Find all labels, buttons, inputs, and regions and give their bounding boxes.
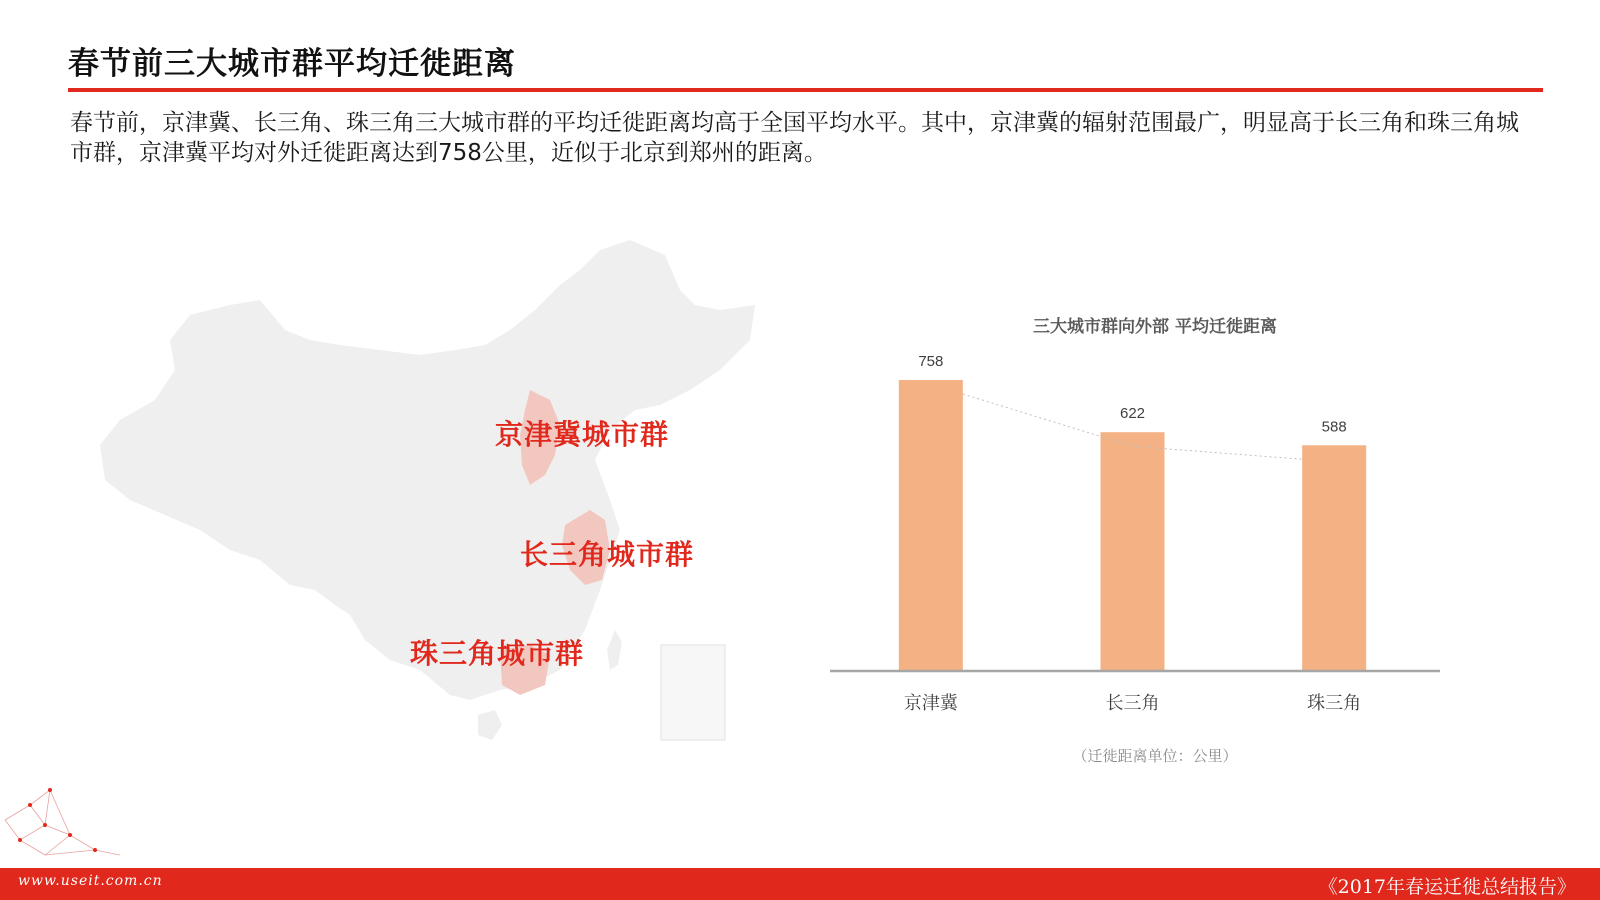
footer-report-title: 《2017年春运迁徙总结报告》 (1318, 876, 1576, 898)
x-tick-label: 京津冀 (903, 693, 958, 714)
title-divider (68, 88, 1543, 92)
bar-3 (1302, 445, 1366, 671)
label-zhusanjiao: 珠三角城市群 (410, 637, 585, 670)
china-map (90, 230, 790, 770)
label-jingjinji: 京津冀城市群 (495, 418, 670, 451)
china-map-graphic (90, 230, 790, 770)
south-china-sea-inset (661, 645, 725, 740)
china-landmass (100, 240, 755, 700)
bar-chart (830, 300, 1480, 790)
x-tick-label: 珠三角 (1307, 693, 1362, 714)
chart-plot (830, 300, 1480, 740)
chart-title: 三大城市群向外部 平均迁徙距离 (1033, 317, 1277, 337)
page-description: 春节前，京津冀、长三角、珠三角三大城市群的平均迁徙距离均高于全国平均水平。其中，京津冀的辐射范围最广，明显高于长三角和珠三角城市群，京津冀平均对外迁徙距离达到758公里，近似于北京到郑州的距离。 (70, 110, 1519, 166)
bar-2 (1101, 432, 1165, 671)
bar-1 (899, 380, 963, 671)
taiwan-island (607, 630, 622, 670)
bar-value-label: 588 (1321, 418, 1347, 436)
bar-value-label: 622 (1119, 405, 1146, 423)
network-decoration (0, 780, 150, 870)
x-tick-label: 长三角 (1105, 693, 1160, 714)
label-changsanjiao: 长三角城市群 (520, 538, 695, 571)
chart-unit-note: （迁徙距离单位：公里） (1072, 747, 1238, 765)
hainan-island (478, 710, 502, 740)
footer-url: www.useit.com.cn (18, 873, 163, 889)
bar-value-label: 758 (918, 353, 944, 370)
page-title: 春节前三大城市群平均迁徙距离 (68, 46, 516, 82)
